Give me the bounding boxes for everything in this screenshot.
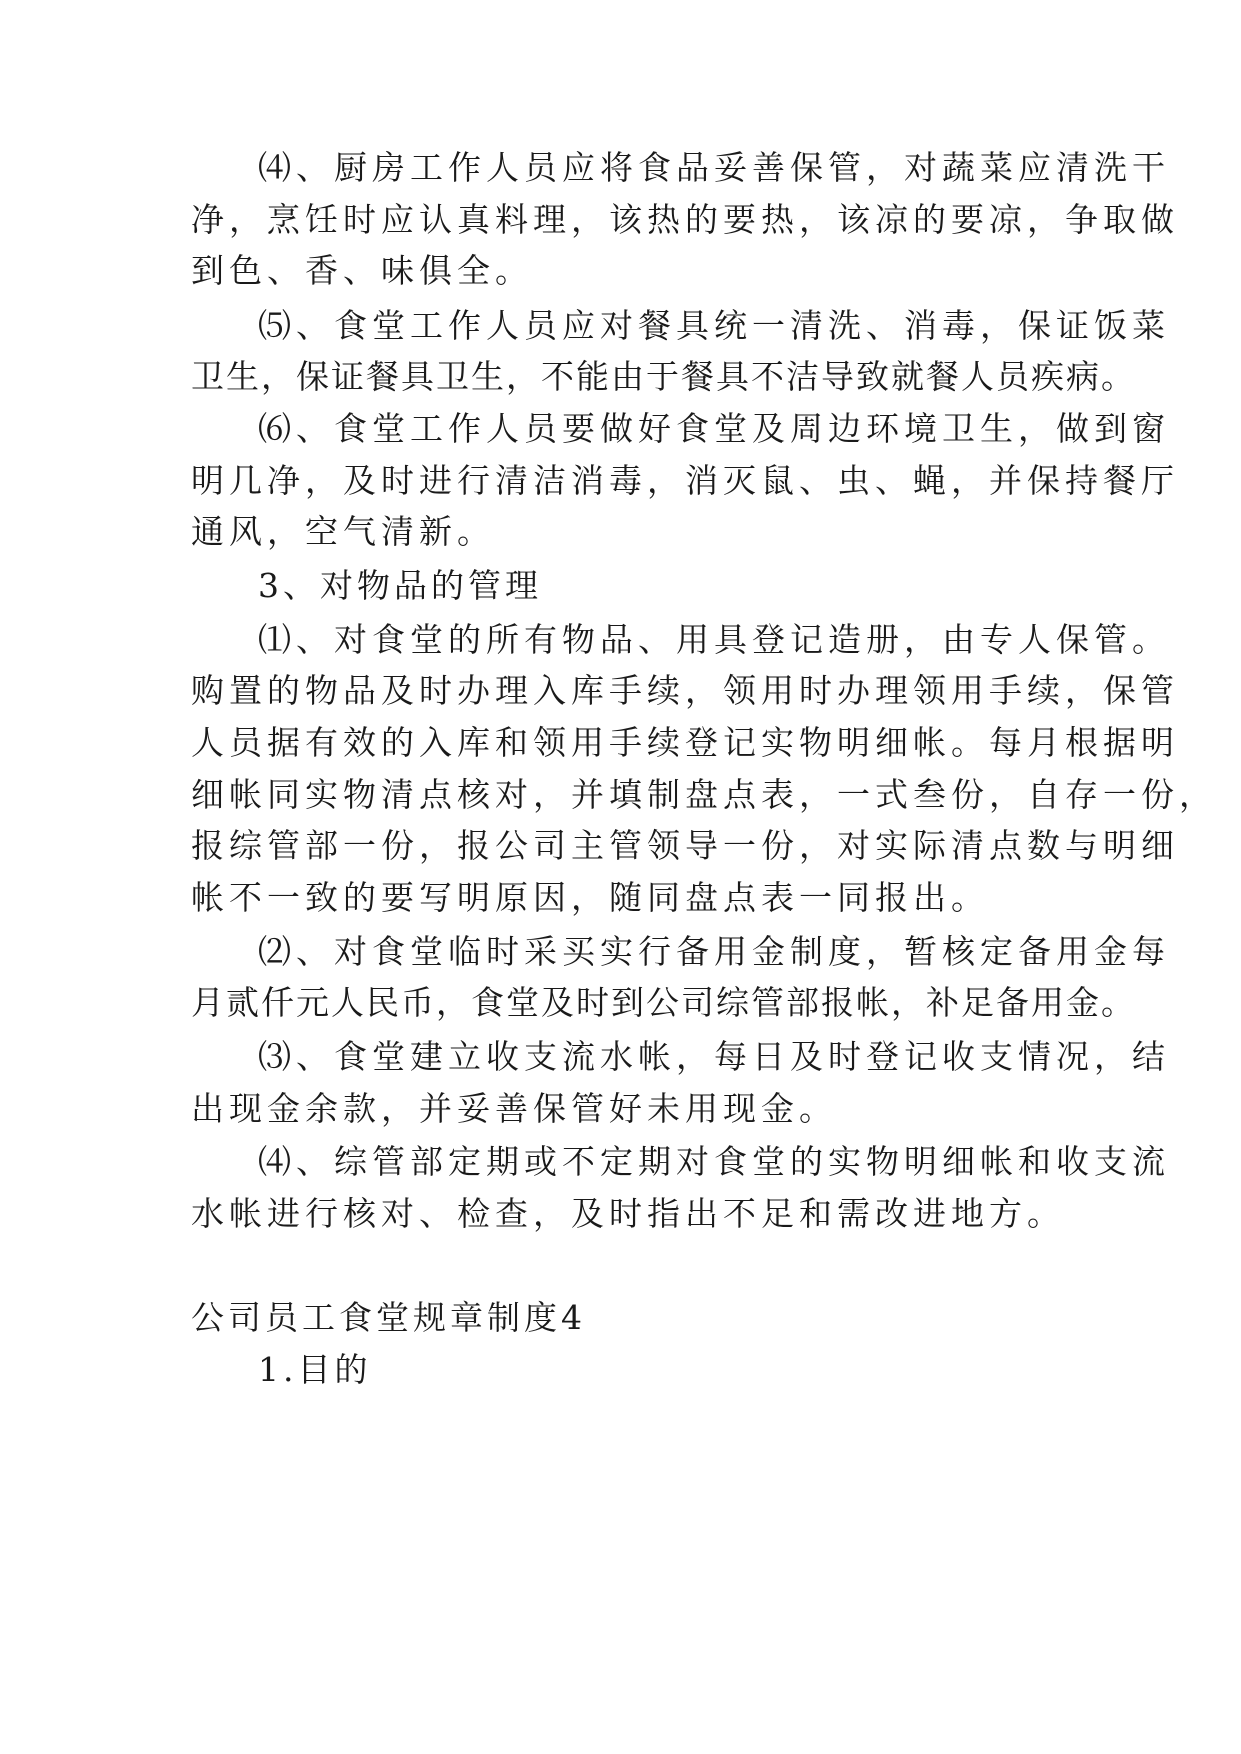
paragraph-line: ⑵、对食堂临时采买实行备用金制度，暂核定备用金每 [258,932,1170,971]
paragraph-line: 人员据有效的入库和领用手续登记实物明细帐。每月根据明 [191,723,1179,762]
section-heading: 1.目的 [258,1350,372,1389]
paragraph-line: 月贰仟元人民币，食堂及时到公司综管部报帐，补足备用金。 [191,983,1136,1022]
paragraph-line: 卫生，保证餐具卫生，不能由于餐具不洁导致就餐人员疾病。 [191,357,1136,396]
paragraph-line: 净，烹饪时应认真料理，该热的要热，该凉的要凉，争取做 [191,200,1179,239]
paragraph-line: 水帐进行核对、检查，及时指出不足和需改进地方。 [191,1194,1065,1233]
paragraph-line: ⑴、对食堂的所有物品、用具登记造册，由专人保管。 [258,620,1170,659]
paragraph-line: 细帐同实物清点核对，并填制盘点表，一式叁份，自存一份， [191,775,1217,814]
paragraph-line: ⑷、综管部定期或不定期对食堂的实物明细帐和收支流 [258,1142,1170,1181]
paragraph-line: ⑶、食堂建立收支流水帐，每日及时登记收支情况，结 [258,1037,1170,1076]
paragraph-line: ⑷、厨房工作人员应将食品妥善保管，对蔬菜应清洗干 [258,148,1170,187]
paragraph-line: ⑹、食堂工作人员要做好食堂及周边环境卫生，做到窗 [258,409,1170,448]
paragraph-line: 出现金余款，并妥善保管好未用现金。 [191,1089,837,1128]
paragraph-line: 报综管部一份，报公司主管领导一份，对实际清点数与明细 [191,826,1179,865]
paragraph-line: 明几净，及时进行清洁消毒，消灭鼠、虫、蝇，并保持餐厅 [191,461,1179,500]
paragraph-line: 到色、香、味俱全。 [191,251,533,290]
section-heading: 3、对物品的管理 [258,566,542,605]
paragraph-line: 帐不一致的要写明原因，随同盘点表一同报出。 [191,878,989,917]
paragraph-line: ⑸、食堂工作人员应对餐具统一清洗、消毒，保证饭菜 [258,306,1170,345]
paragraph-line: 购置的物品及时办理入库手续，领用时办理领用手续，保管 [191,671,1179,710]
paragraph-line: 通风，空气清新。 [191,512,495,551]
document-title: 公司员工食堂规章制度4 [191,1298,586,1337]
